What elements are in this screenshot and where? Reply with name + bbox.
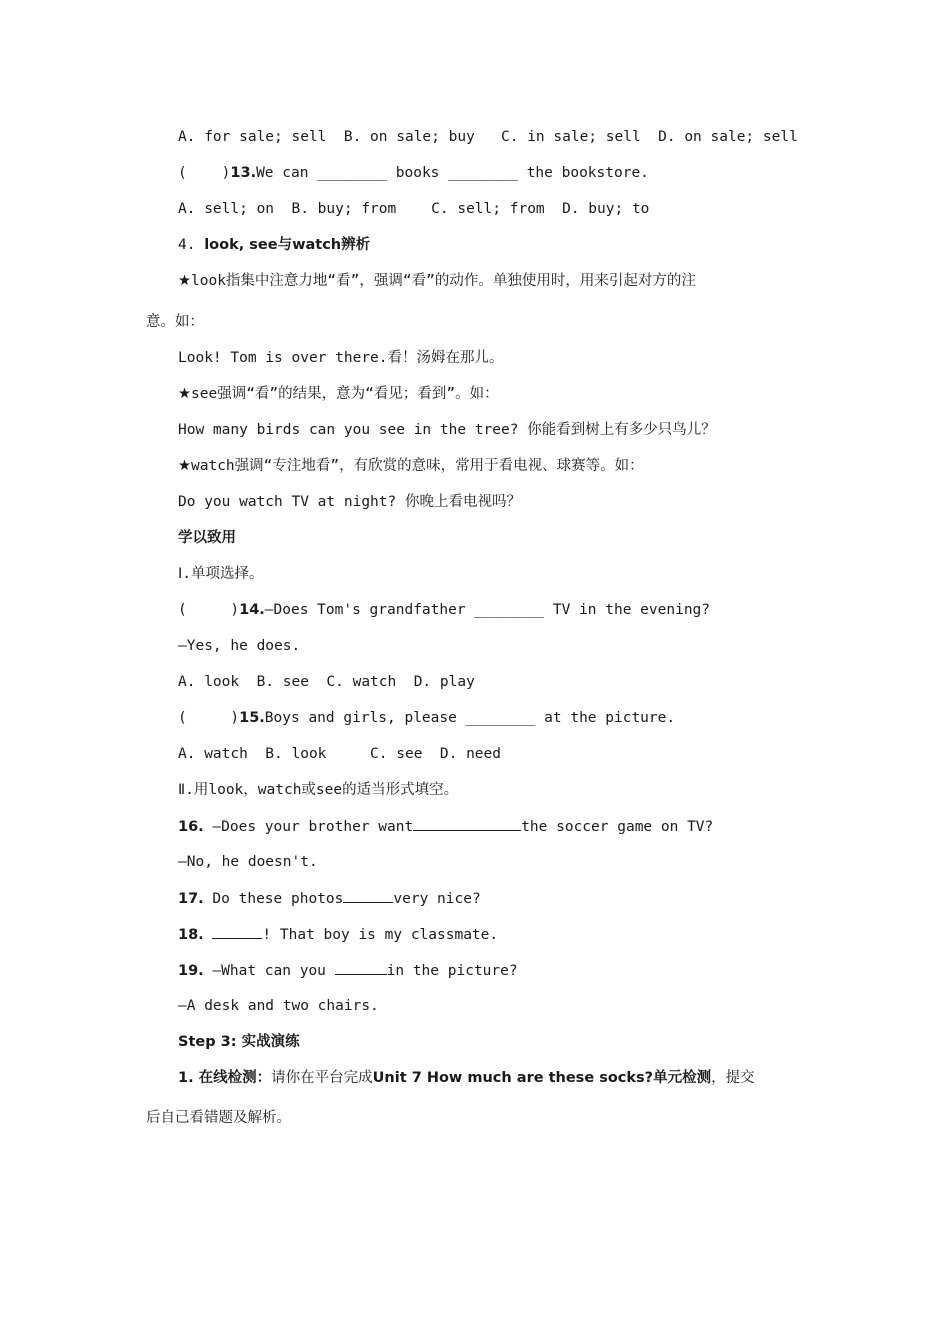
look-definition-cont: 意。如：	[146, 314, 204, 330]
answer-blank[interactable]	[335, 960, 387, 975]
question-number: 19.	[178, 963, 204, 979]
answer-paren: ( )	[178, 165, 231, 181]
answer-blank[interactable]	[343, 888, 393, 903]
step-3-heading: Step 3: 实战演练	[178, 1034, 300, 1050]
q16-line: 16. —Does your brother want the soccer game on TV?	[178, 816, 713, 837]
question-text: Boys and girls, please ________ at the picture.	[264, 710, 676, 726]
q13-line	[178, 163, 649, 183]
question-number: 13.	[230, 165, 257, 181]
q16-answer: —No, he doesn't.	[178, 854, 318, 870]
answer-blank[interactable]	[413, 816, 521, 831]
q17-line: 17. Do these photos very nice?	[178, 888, 481, 909]
star-icon: ★	[178, 386, 191, 402]
question-number: 14.	[239, 602, 265, 618]
online-test-label: 在线检测：	[198, 1070, 272, 1086]
q15-line	[178, 708, 675, 728]
answer-blank[interactable]	[212, 924, 262, 939]
section-title: look, see与watch辨析	[204, 237, 371, 253]
unit-test-title: Unit 7 How much are these socks?单元检测	[372, 1070, 712, 1086]
part-2-heading: Ⅱ.用look，watch或see的适当形式填空。	[178, 782, 459, 798]
q19-answer: —A desk and two chairs.	[178, 998, 379, 1014]
look-example: Look! Tom is over there.看！汤姆在那儿。	[178, 350, 504, 366]
answer-paren: ( )	[178, 710, 240, 726]
q15-options: A. watch B. look C. see D. need	[178, 746, 502, 762]
q14-line	[178, 600, 710, 620]
apply-heading: 学以致用	[178, 530, 236, 546]
section-4-heading: 4. look, see与watch辨析	[178, 237, 371, 253]
question-text: We can ________ books ________ the bookstore.	[256, 165, 649, 181]
online-test-line-cont: 后自己看错题及解析。	[146, 1110, 291, 1126]
question-number: 16.	[178, 819, 204, 835]
question-text: —Does Tom's grandfather ________ TV in the evening?	[264, 602, 711, 618]
see-definition: ★see强调“看”的结果，意为“看见；看到”。如：	[178, 386, 499, 402]
see-example: How many birds can you see in the tree? 你能看到树上有多少只鸟儿？	[178, 422, 716, 438]
star-icon: ★	[178, 273, 191, 289]
question-number: 17.	[178, 891, 204, 907]
q12-options: A. for sale; sell B. on sale; buy C. in sale; sell D. on sale; sell	[178, 129, 798, 145]
question-number: 15.	[239, 710, 265, 726]
part-1-heading: Ⅰ.单项选择。	[178, 566, 264, 582]
q18-line: 18. ! That boy is my classmate.	[178, 924, 498, 945]
watch-example: Do you watch TV at night? 你晚上看电视吗？	[178, 494, 521, 510]
q19-line: 19. —What can you in the picture?	[178, 960, 518, 981]
q14-options: A. look B. see C. watch D. play	[178, 674, 475, 690]
online-test-line: 1. 在线检测：请你在平台完成Unit 7 How much are these socks?单元检测，提交	[178, 1070, 755, 1086]
q14-answer: —Yes, he does.	[178, 638, 301, 654]
question-number: 18.	[178, 927, 204, 943]
look-definition: ★look指集中注意力地“看”，强调“看”的动作。单独使用时，用来引起对方的注	[178, 273, 696, 289]
answer-paren: ( )	[178, 602, 240, 618]
star-icon: ★	[178, 458, 191, 474]
q13-options: A. sell; on B. buy; from C. sell; from D. buy; to	[178, 201, 650, 217]
watch-definition: ★watch强调“专注地看”，有欣赏的意味，常用于看电视、球赛等。如：	[178, 458, 644, 474]
